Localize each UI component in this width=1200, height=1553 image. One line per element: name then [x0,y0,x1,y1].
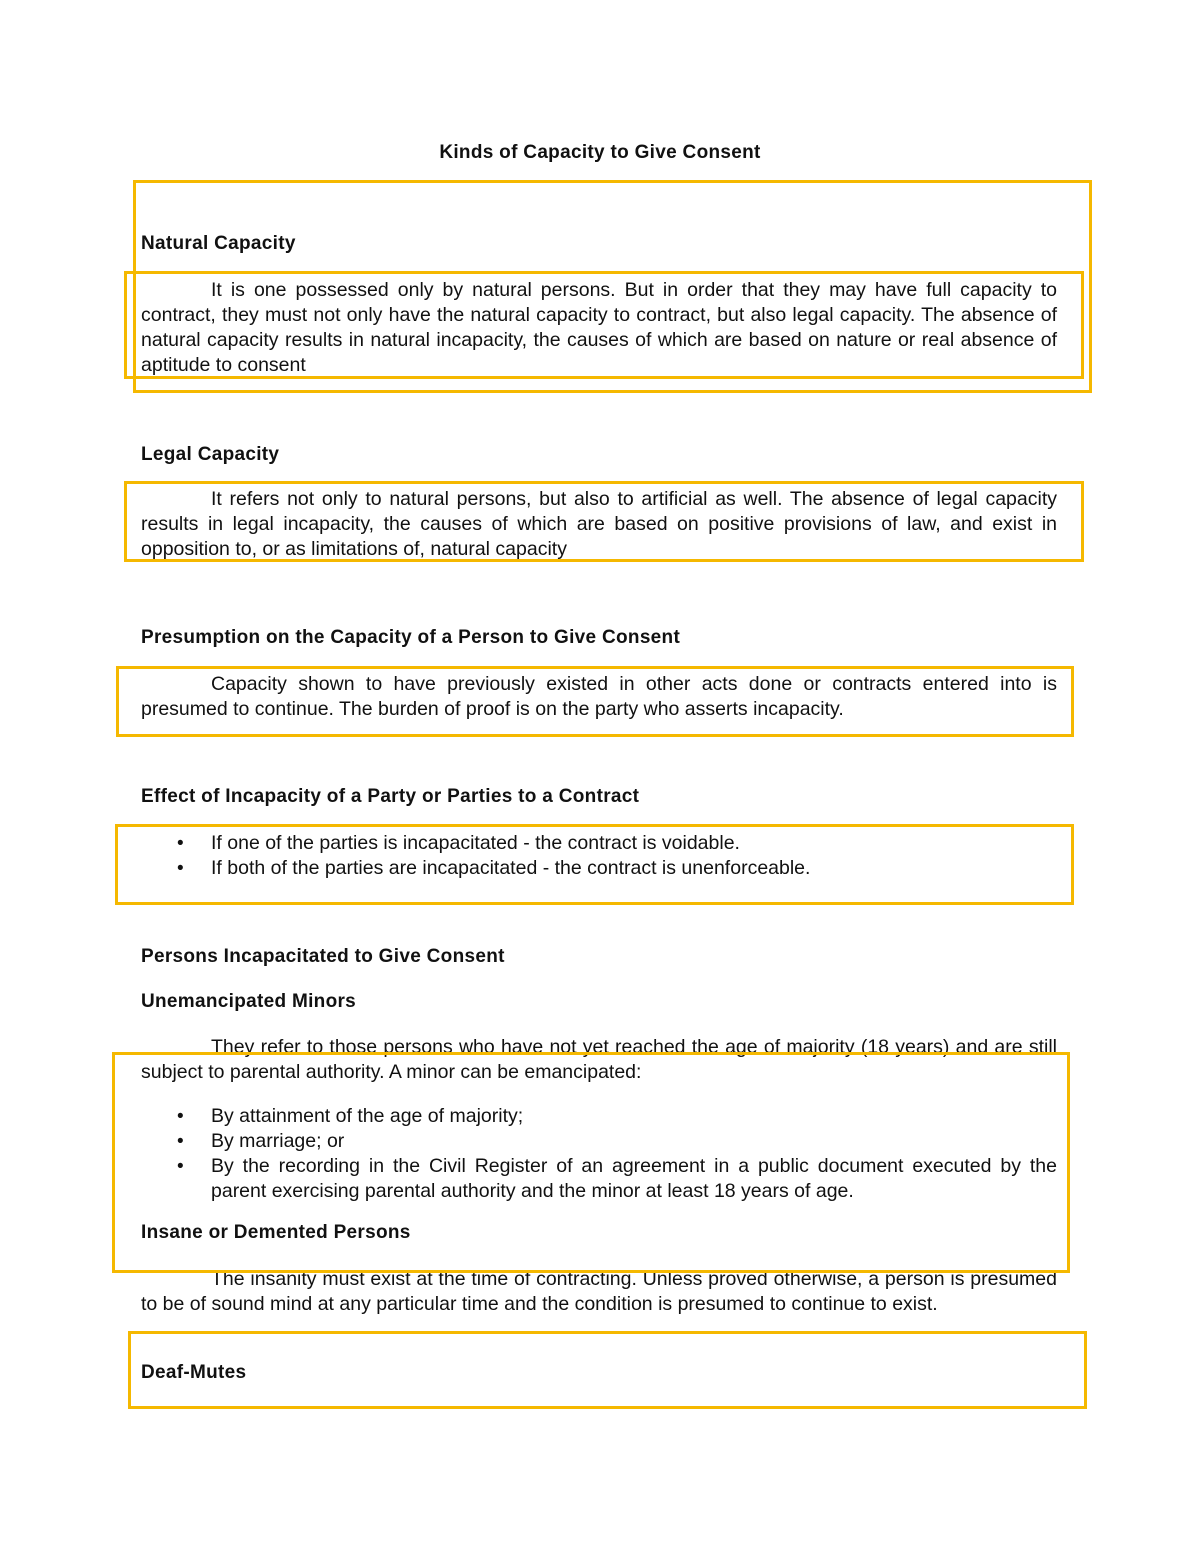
bullet-icon: • [177,858,184,879]
deaf-mutes-heading: Deaf-Mutes [141,1362,247,1383]
legal-capacity-text: It refers not only to natural persons, but also to artificial as well. The absence of legal capacity results in legal incapacity, the causes of which are based on positive provisions of law, and exist in opposition to, or as limitations of, natural capacity [141,488,1057,560]
presumption-heading: Presumption on the Capacity of a Person to Give Consent [141,627,681,648]
list-item-text: By the recording in the Civil Register of an agreement in a public document executed by the parent exercising parental authority and the minor at least 18 years of age. [211,1155,1057,1202]
bullet-icon: • [177,1106,184,1127]
insane-persons-heading: Insane or Demented Persons [141,1222,411,1243]
page-title: Kinds of Capacity to Give Consent [439,142,761,163]
list-item [141,856,1061,881]
legal-capacity-heading: Legal Capacity [141,444,280,465]
list-item-text: By marriage; or [211,1130,345,1152]
unemancipated-minors-heading: Unemancipated Minors [141,991,357,1012]
highlight-box-deaf-mutes [128,1331,1087,1409]
natural-capacity-heading: Natural Capacity [141,233,296,254]
list-item-text: By attainment of the age of majority; [211,1105,524,1127]
list-item-text: If both of the parties are incapacitated - the contract is unenforceable. [211,857,811,879]
effect-list [141,831,1061,881]
bullet-icon: • [177,833,184,854]
emancipation-list [141,1104,1057,1204]
list-item [141,1129,1057,1154]
list-item [141,1104,1057,1129]
bullet-icon: • [177,1156,184,1177]
effect-heading: Effect of Incapacity of a Party or Parties to a Contract [141,786,640,807]
presumption-text: Capacity shown to have previously existed in other acts done or contracts entered into is presumed to continue. The burden of proof is on the party who asserts incapacity. [141,673,1057,720]
insane-persons-text: The insanity must exist at the time of contracting. Unless proved otherwise, a person is presumed to be of sound mind at any particular time and the condition is presumed to continue to exist. [141,1268,1057,1315]
persons-incapacitated-heading: Persons Incapacitated to Give Consent [141,946,505,967]
bullet-icon: • [177,1131,184,1152]
list-item [141,831,1061,856]
list-item-text: If one of the parties is incapacitated - the contract is voidable. [211,832,740,854]
unemancipated-minors-text: They refer to those persons who have not yet reached the age of majority (18 years) and are still subject to parental authority. A minor can be emancipated: [141,1036,1057,1083]
natural-capacity-text: It is one possessed only by natural persons. But in order that they may have full capacity to contract, they must not only have the natural capacity to contract, but also legal capacity. The absence of natural capacity results in natural incapacity, the causes of which are based on nature or real absence of aptitude to consent [141,279,1057,376]
list-item [141,1154,1057,1204]
